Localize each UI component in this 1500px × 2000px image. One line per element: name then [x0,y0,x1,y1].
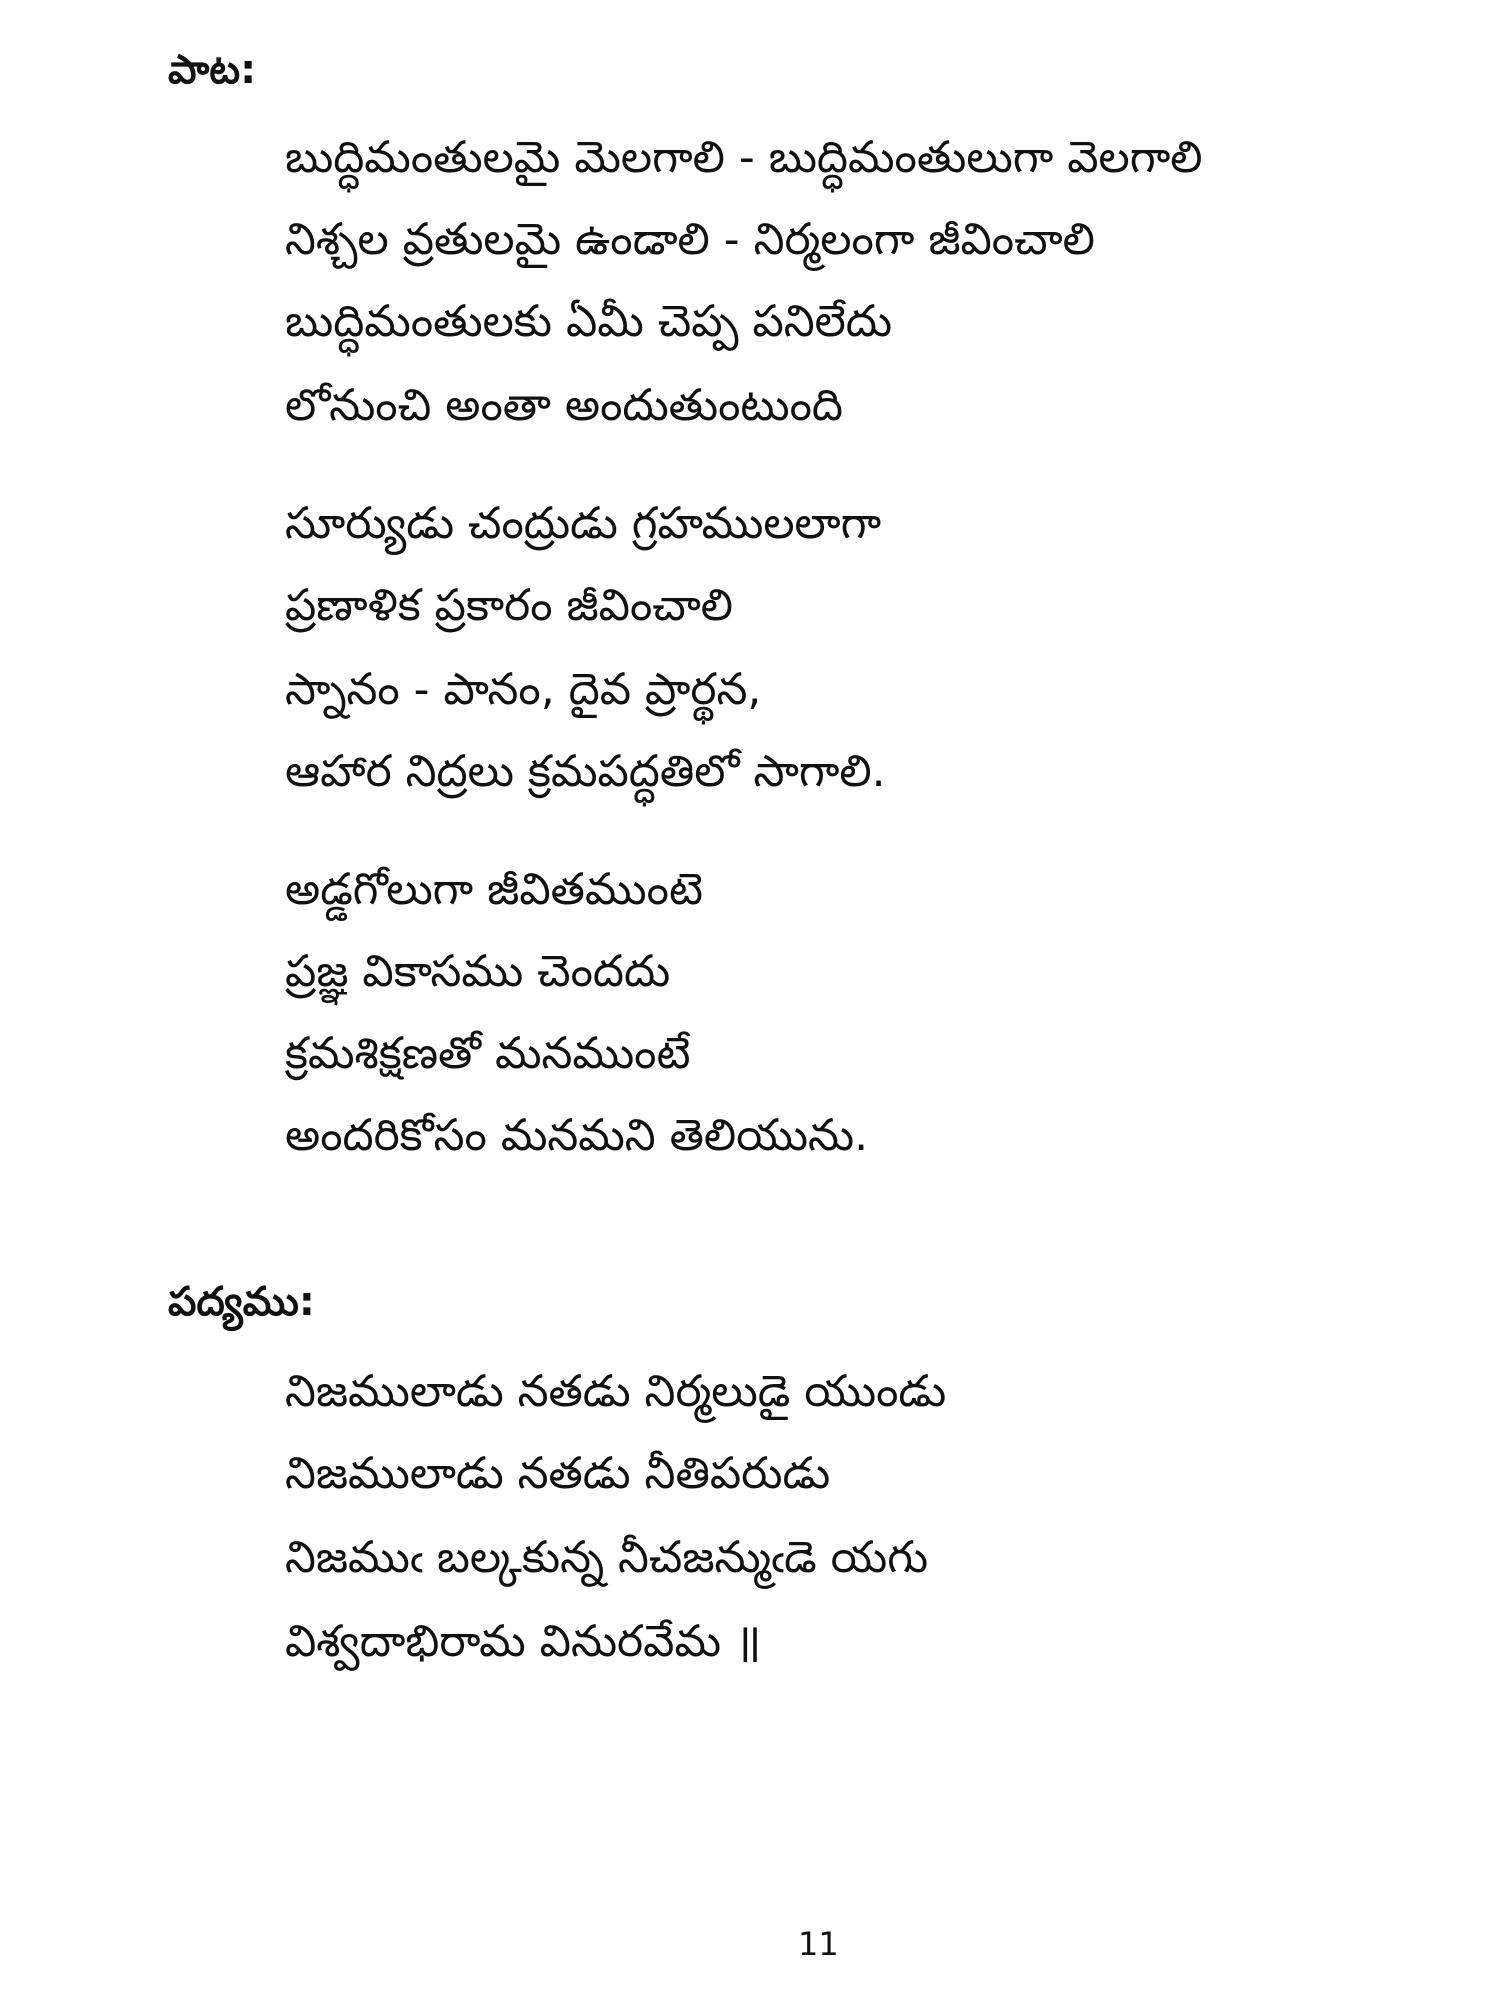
verse-line: అడ్డగోలుగా జీవితముంటె [285,864,703,915]
verse-line: అందరికోసం మనమని తెలియును. [285,1110,869,1161]
verse-line: ఆహార నిద్రలు క్రమపద్ధతిలో సాగాలి. [285,746,886,797]
verse-line: సూర్యుడు చంద్రుడు గ్రహములలాగా [285,498,882,549]
page-number: 11 [798,1925,839,1963]
poem-heading: పద్యము: [168,1279,315,1325]
verse-line: లోనుంచి అంతా అందుతుంటుంది [285,380,843,431]
poem-line: నిజములాడు నతడు నీతిపరుడు [285,1448,831,1499]
verse-line: ప్రజ్ఞ వికాసము చెందదు [285,946,671,997]
song-heading: పాట: [168,47,257,93]
verse-line: క్రమశిక్షణతో మనముంటే [285,1028,691,1079]
poem-line: విశ్వదాభిరామ వినురవేమ ॥ [285,1616,762,1667]
poem-line: నిజములాడు నతడు నిర్మలుడై యుండు [285,1366,947,1417]
verse-line: బుద్ధిమంతులకు ఏమీ చెప్ప పనిలేదు [285,296,893,347]
verse-line: బుద్ధిమంతులమై మెలగాలి - బుద్ధిమంతులుగా వెలగాలి [285,132,1203,183]
poem-line: నిజముఁ బల్కకున్న నీచజన్ముఁడె యగు [285,1532,929,1583]
verse-line: స్నానం - పానం, దైవ ప్రార్థన, [285,664,762,715]
verse-line: నిశ్చల వ్రతులమై ఉండాలి - నిర్మలంగా జీవించాలి [285,214,1095,265]
verse-line: ప్రణాళిక ప్రకారం జీవించాలి [285,580,734,631]
